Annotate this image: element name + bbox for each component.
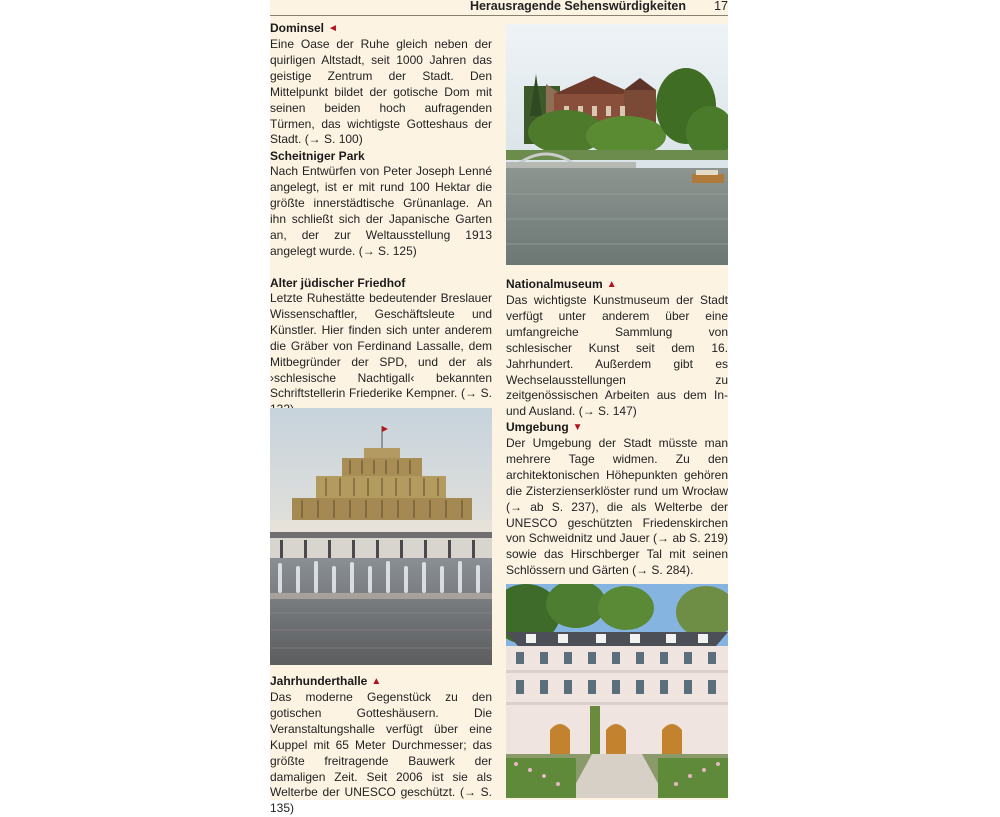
entry-heading: Scheitniger Park xyxy=(270,149,365,163)
photo-dominsel-river xyxy=(506,24,728,265)
triangle-up-marker-icon: ▲ xyxy=(371,676,382,687)
entry-text: Letzte Ruhestätte bedeutender Breslauer Wissenschaftler, Geschäftsleute und Künstler. Hier finden sich unter anderem die Gräber von Ferdinand Lassalle, dem Mitbegründer der SPD, und der als ›schlesische Nachtigall‹ bekannten Schriftstellerin Friederike Kempner. (→ S. xyxy=(270,291,492,401)
entry-heading: Dominsel ◄ xyxy=(270,21,338,35)
running-header xyxy=(270,0,728,16)
entry-text: Nach Entwürfen von Peter Joseph Lenné angelegt, ist er mit rund 100 Hektar die größte innerstädtische Grünanlage. An ihn schließt sich der Japanische Garten an, der zur Weltausstellung 1913 angelegt wurde. (→ S. 125) xyxy=(270,164,492,258)
entry-scheitniger-park xyxy=(270,148,492,259)
entry-text: Eine Oase der Ruhe gleich neben der quirligen Altstadt, seit 1000 Jahren das geistige Zentrum der Stadt. Den Mittelpunkt bildet der gotische Dom mit seinen beiden hoch aufragenden Türmen, das wichtigste Gotteshaus der Stadt. (→ S. 100) xyxy=(270,37,492,147)
entry-heading: Umgebung ▼ xyxy=(506,420,583,434)
arrow-left-marker-icon: ◄ xyxy=(328,23,338,34)
entry-text: Das moderne Gegenstück zu den gotischen Gotteshäusern. Die Veranstaltungshalle verfügt über eine Kuppel mit 65 Meter Durchmesser; das größte freitragende Bauwerk der damaligen Zeit. Seit 2006 ist sie als Welterbe der UNESCO geschützt. (→ S. 135) xyxy=(270,690,492,816)
triangle-down-marker-icon: ▼ xyxy=(572,422,583,433)
photo-jahrhunderthalle xyxy=(270,408,492,665)
entry-heading: Alter jüdischer Friedhof xyxy=(270,276,406,290)
entry-umgebung xyxy=(506,419,728,579)
triangle-up-marker-icon: ▲ xyxy=(606,279,617,290)
entry-heading: Nationalmuseum ▲ xyxy=(506,277,617,291)
entry-dominsel xyxy=(270,20,492,148)
entry-text: Der Umgebung der Stadt müsste man mehrere Tage widmen. Zu den architektonischen Höhepunkten gehören die Zisterzienserklöster rund um Wrocław (→ ab S. 237), die als Welterbe der UNESCO geschützten Friedenskirchen von Schweidnitz und Jauer (→ ab S. 219) sowie das Hirschberger Tal mit seinen Schlössern und Gärten (→ S. 284). xyxy=(506,436,728,578)
photo-palace xyxy=(506,584,728,798)
entry-juedischer-friedhof xyxy=(270,275,492,418)
entry-text: Das wichtigste Kunstmuseum der Stadt verfügt unter anderem über eine umfangreiche Sammlung von schlesischer Kunst seit dem 16. Jahrhundert. Außerdem gibt es Wechselausstellungen zu zeitgenössischen Arbeiten aus dem In- und Ausland. (→ S. 147) xyxy=(506,293,728,419)
entry-nationalmuseum xyxy=(506,276,728,420)
guidebook-page xyxy=(270,0,728,816)
header-title: Herausragende Sehenswürdigkeiten xyxy=(469,0,686,13)
entry-heading: Jahrhunderthalle ▲ xyxy=(270,674,382,688)
page-number: 17 xyxy=(714,0,728,13)
entry-jahrhunderthalle xyxy=(270,673,492,817)
